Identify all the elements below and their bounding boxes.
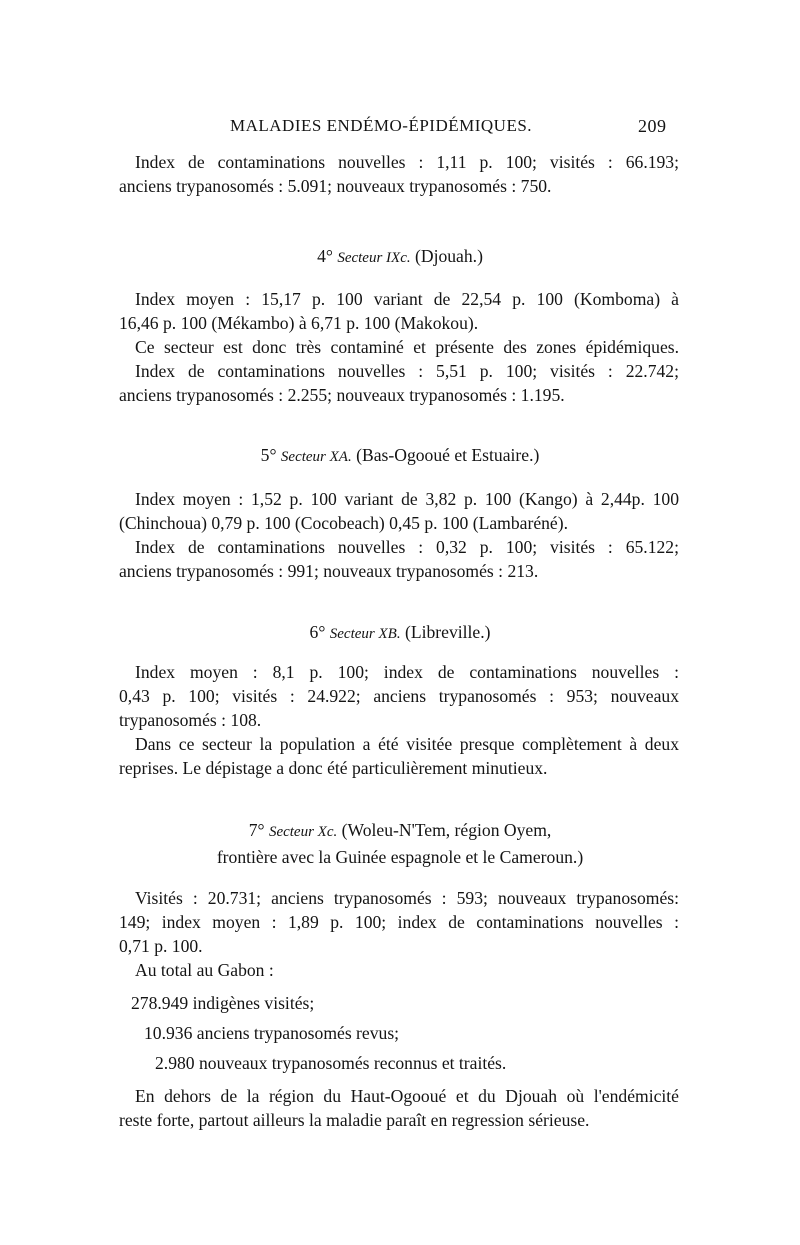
- paragraph-line: reste forte, partout ailleurs la maladie paraît en regression sérieuse.: [119, 1110, 590, 1130]
- section-place: (Bas-Ogooué et Estuaire.): [356, 445, 540, 465]
- section-place-continued: frontière avec la Guinée espagnole et le Cameroun.): [216, 847, 584, 867]
- section-number: 5°: [260, 445, 277, 465]
- section-label: Secteur XB.: [329, 626, 401, 642]
- paragraph-line: Ce secteur est donc très contaminé et présente des zones épidémiques.: [135, 337, 679, 357]
- paragraph-line: 0,43 p. 100; visités : 24.922; anciens trypanosomés : 953; nouveaux: [119, 686, 679, 706]
- sector-7-body: [119, 886, 679, 982]
- paragraph-line: anciens trypanosomés : 5.091; nouveaux trypanosomés : 750.: [119, 176, 552, 196]
- section-heading-sector-6: [0, 620, 800, 646]
- intro-paragraph: [119, 150, 679, 198]
- paragraph-line: Au total au Gabon :: [135, 960, 274, 980]
- page-number: 209: [638, 116, 667, 136]
- page-header: [0, 116, 800, 142]
- paragraph-line: trypanosomés : 108.: [119, 710, 262, 730]
- paragraph-line: Index moyen : 15,17 p. 100 variant de 22,54 p. 100 (Komboma) à: [135, 289, 679, 309]
- totals-item: 10.936 anciens trypanosomés revus;: [144, 1023, 400, 1043]
- section-heading-sector-7: [0, 818, 800, 844]
- section-heading-sector-5: [0, 443, 800, 469]
- totals-list: [131, 988, 506, 1078]
- section-label: Secteur Xc.: [268, 824, 338, 840]
- paragraph-line: 16,46 p. 100 (Mékambo) à 6,71 p. 100 (Makokou).: [119, 313, 479, 333]
- paragraph-line: Dans ce secteur la population a été visitée presque complètement à deux: [135, 734, 679, 754]
- paragraph-line: Index de contaminations nouvelles : 5,51 p. 100; visités : 22.742;: [135, 361, 679, 381]
- paragraph-line: reprises. Le dépistage a donc été particulièrement minutieux.: [119, 758, 548, 778]
- paragraph-line: Index moyen : 1,52 p. 100 variant de 3,82 p. 100 (Kango) à 2,44p. 100: [135, 489, 679, 509]
- totals-item: 2.980 nouveaux trypanosomés reconnus et traités.: [155, 1053, 507, 1073]
- paragraph-line: Index moyen : 8,1 p. 100; index de contaminations nouvelles :: [135, 662, 679, 682]
- paragraph-line: anciens trypanosomés : 2.255; nouveaux trypanosomés : 1.195.: [119, 385, 565, 405]
- section-place: (Djouah.): [415, 246, 483, 266]
- totals-item: 278.949 indigènes visités;: [131, 993, 315, 1013]
- section-label: Secteur XA.: [280, 449, 352, 465]
- paragraph-line: 149; index moyen : 1,89 p. 100; index de contaminations nouvelles :: [119, 912, 679, 932]
- section-label: Secteur IXc.: [337, 250, 411, 266]
- paragraph-line: En dehors de la région du Haut-Ogooué et du Djouah où l'endémicité: [135, 1086, 679, 1106]
- section-number: 7°: [248, 820, 265, 840]
- section-place: (Libreville.): [404, 622, 491, 642]
- section-number: 6°: [309, 622, 326, 642]
- section-heading-sector-7-line-2: [0, 845, 800, 869]
- section-heading-sector-4: [0, 244, 800, 270]
- paragraph-line: 0,71 p. 100.: [119, 936, 203, 956]
- paragraph-line: Index de contaminations nouvelles : 0,32 p. 100; visités : 65.122;: [135, 537, 679, 557]
- sector-6-body: [119, 660, 679, 780]
- section-number: 4°: [317, 246, 333, 266]
- paragraph-line: anciens trypanosomés : 991; nouveaux trypanosomés : 213.: [119, 561, 539, 581]
- sector-5-body: [119, 487, 679, 583]
- paragraph-line: (Chinchoua) 0,79 p. 100 (Cocobeach) 0,45 p. 100 (Lambaréné).: [119, 513, 568, 533]
- paragraph-line: Index de contaminations nouvelles : 1,11 p. 100; visités : 66.193;: [135, 152, 679, 172]
- sector-4-body: [119, 287, 679, 407]
- conclusion-paragraph: [119, 1084, 679, 1132]
- paragraph-line: Visités : 20.731; anciens trypanosomés : 593; nouveaux trypanosomés:: [135, 888, 679, 908]
- running-title: MALADIES ENDÉMO-ÉPIDÉMIQUES.: [230, 116, 533, 135]
- section-place: (Woleu-N'Tem, région Oyem,: [341, 820, 552, 840]
